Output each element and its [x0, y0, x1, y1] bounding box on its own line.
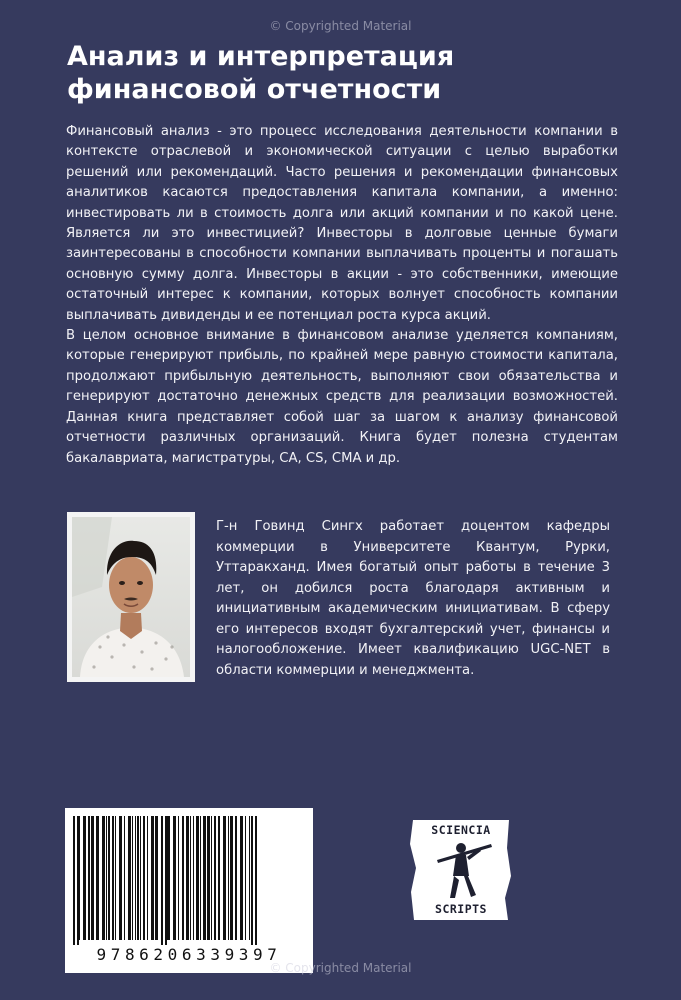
copyright-watermark-bottom: © Copyrighted Material [269, 961, 412, 975]
publisher-logo [409, 818, 513, 922]
isbn-number: 9786206339397 [65, 945, 313, 964]
book-title [67, 40, 627, 106]
publisher-name-bottom: SCRIPTS [435, 902, 487, 916]
title-line-2: финансовой отчетности [67, 74, 442, 105]
barcode-bars [65, 808, 313, 948]
publisher-name-top: SCIENCIA [431, 823, 491, 837]
description-paragraph-1: Финансовый анализ - это процесс исследования деятельности компании в контексте отраслевой и экономической ситуации с целью выработки решений или рекомендаций. Часто решения и рекомендации финансовых аналитиков касаются предоставления капитала компании, а именно: инвестировать ли в стоимость долга или акций компании и по какой цене. Является ли это инвестицией? Инвесторы в долговые ценные бумаги заинтересованы в способности компании выплачивать проценты и погашать основную сумму долга. Инвесторы в акции - это собственники, имеющие остаточный интерес к компании, которых волнует способность компании выплачивать дивиденды и ее потенциал роста курса акций. [66, 124, 618, 323]
author-photo [67, 512, 195, 682]
book-description [66, 122, 618, 469]
copyright-watermark-top: © Copyrighted Material [269, 19, 412, 33]
author-portrait-image [72, 517, 190, 677]
description-paragraph-2: В целом основное внимание в финансовом анализе уделяется компаниям, которые генерируют прибыль, по крайней мере равную стоимости капитала, продолжают прибыльную деятельность, выполняют свои обязательства и генерируют достаточно денежных средств для реализации возможностей. Данная книга представляет собой шаг за шагом к анализу финансовой отчетности различных организаций. Книга будет полезна студентам бакалавриата, магистратуры, CA, CS, CMA и др. [66, 328, 618, 466]
isbn-barcode [65, 808, 313, 973]
author-bio: Г-н Говинд Сингх работает доцентом кафедры коммерции в Университете Квантум, Рурки, Уттаракханд. Имея богатый опыт работы в течение 3 лет, он добился роста благодаря активным и инициативным академическим инициативам. В сферу его интересов входят бухгалтерский учет, финансы и налогообложение. Имеет квалификацию UGC-NET в области коммерции и менеджмента. [216, 519, 610, 678]
title-line-1: Анализ и интерпретация [67, 41, 455, 72]
